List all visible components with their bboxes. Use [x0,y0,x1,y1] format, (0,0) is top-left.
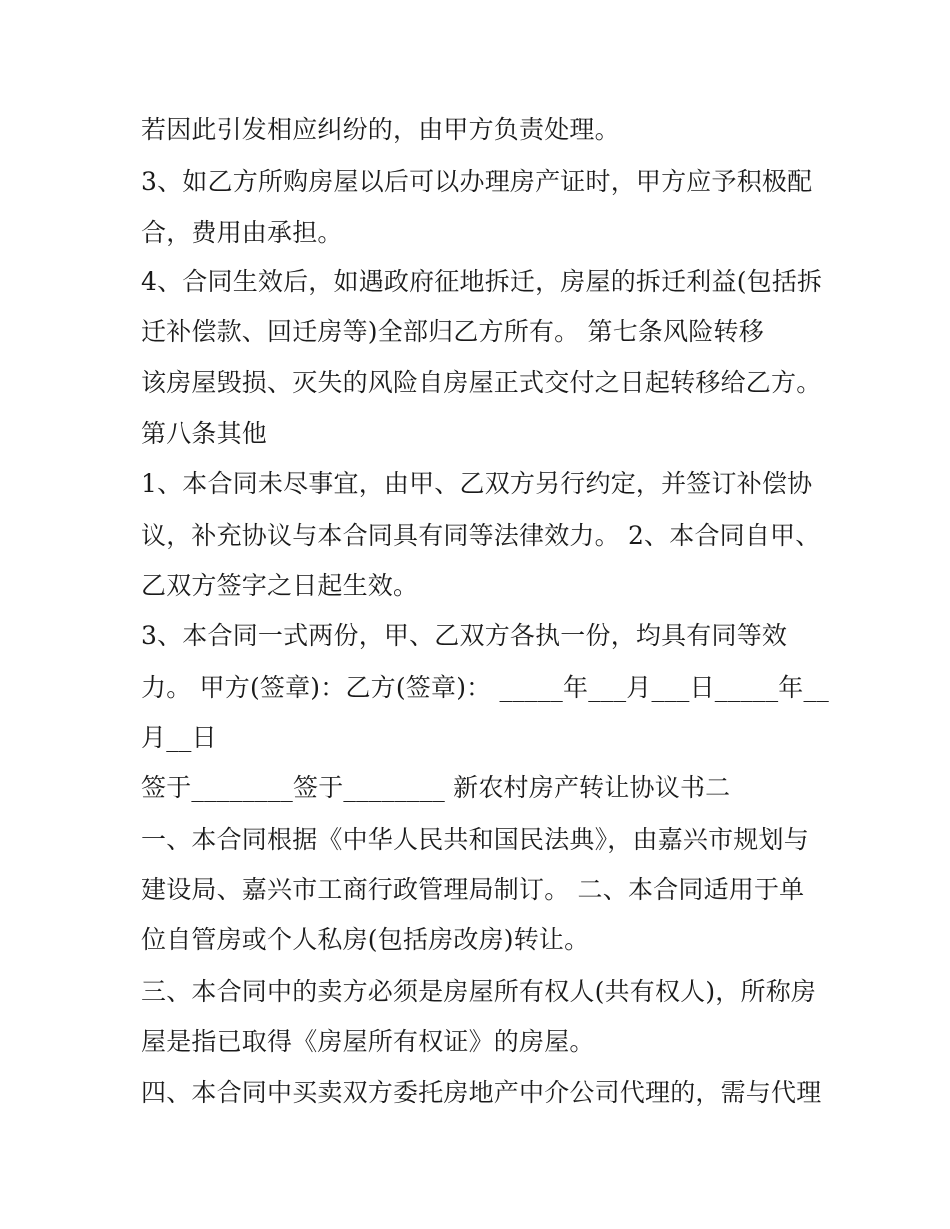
text-line: 迁补偿款、回迁房等)全部归乙方所有。 第七条风险转移 [141,317,764,346]
section-heading: 第八条其他 [141,419,268,448]
text-line: 该房屋毁损、灭失的风险自房屋正式交付之日起转移给乙方。 [141,368,822,397]
date-line: 月__日 [141,723,217,752]
signature-line: 力。 甲方(签章)：乙方(签章)： _____年___月___日_____年__ [141,673,829,702]
text-line: 合，费用由承担。 [141,218,343,247]
text-line: 议，补充协议与本合同具有同等法律效力。 2、本合同自甲、 [141,521,821,550]
text-line: 乙双方签字之日起生效。 [141,571,419,600]
signing-place-line: 签于________签于________ 新农村房产转让协议书二 [141,773,731,802]
text-line: 4、合同生效后，如遇政府征地拆迁，房屋的拆迁利益(包括拆 [141,267,823,296]
text-line: 建设局、嘉兴市工商行政管理局制订。 二、本合同适用于单 [141,875,805,904]
text-line: 一、本合同根据《中华人民共和国民法典》，由嘉兴市规划与 [141,825,809,854]
text-line: 1、本合同未尽事宜，由甲、乙双方另行约定，并签订补偿协 [141,469,813,498]
text-line: 若因此引发相应纠纷的，由甲方负责处理。 [141,115,620,144]
text-line: 屋是指已取得《房屋所有权证》的房屋。 [141,1027,595,1056]
text-line: 3、如乙方所购房屋以后可以办理房产证时，甲方应予积极配 [141,167,813,196]
text-line: 三、本合同中的卖方必须是房屋所有权人(共有权人)，所称房 [141,977,817,1006]
text-line: 3、本合同一式两份，甲、乙双方各执一份，均具有同等效 [141,621,788,650]
text-line: 四、本合同中买卖双方委托房地产中介公司代理的，需与代理 [141,1078,822,1107]
text-line: 位自管房或个人私房(包括房改房)转让。 [141,925,590,954]
